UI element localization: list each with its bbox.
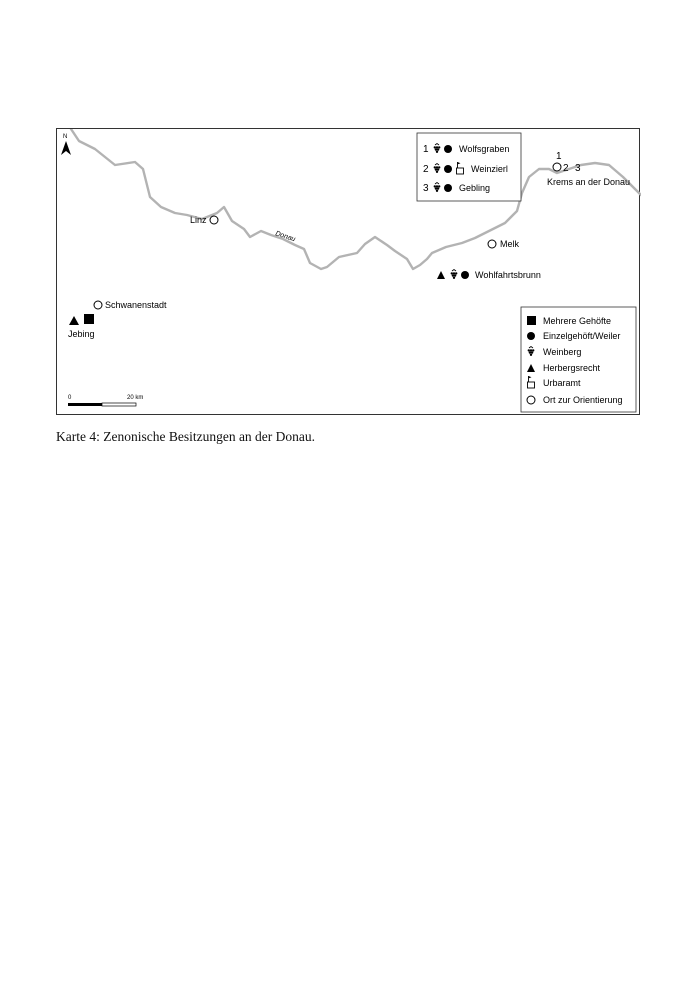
- triangle-icon: [69, 316, 79, 325]
- place-linz: Linz: [190, 215, 207, 225]
- place-schwanenstadt: Schwanenstadt: [105, 300, 167, 310]
- inset-place: Gebling: [459, 183, 491, 193]
- circle-filled-icon: [527, 332, 535, 340]
- scale-bar: [68, 395, 143, 406]
- scale-start: 0: [68, 395, 72, 401]
- square-icon: [84, 314, 94, 324]
- inset-number: 3: [423, 183, 429, 194]
- jebing-marker: [69, 314, 94, 325]
- legend-label: Mehrere Gehöfte: [543, 316, 612, 326]
- circle-open-icon: [94, 301, 102, 309]
- scale-end: 20 km: [127, 395, 144, 401]
- inset-number: 1: [423, 144, 429, 155]
- danube-river: [71, 129, 641, 269]
- square-icon: [527, 316, 536, 325]
- krems-number-3: 3: [575, 163, 581, 174]
- inset-number: 2: [423, 164, 429, 175]
- circle-filled-icon: [461, 271, 469, 279]
- circle-filled-icon: [444, 165, 452, 173]
- krems-number-2: 2: [563, 163, 569, 174]
- place-melk: Melk: [500, 239, 520, 249]
- north-arrow-icon: [61, 141, 71, 155]
- circle-filled-icon: [444, 184, 452, 192]
- north-arrow: [61, 134, 71, 155]
- inset-place: Weinzierl: [471, 164, 508, 174]
- map-frame: [56, 128, 640, 415]
- legend-label: Ort zur Orientierung: [543, 395, 623, 405]
- legend-label: Urbaramt: [543, 378, 581, 388]
- triangle-icon: [437, 271, 445, 279]
- inset-box: [417, 133, 521, 201]
- north-label: N: [63, 134, 68, 140]
- inset-place: Wolfsgraben: [459, 144, 510, 154]
- figure-caption: Karte 4: Zenonische Besitzungen an der Donau.: [56, 429, 316, 444]
- circle-open-icon: [488, 240, 496, 248]
- river-label: Donau: [274, 230, 297, 244]
- wohlfahrtsbrunn-marker: [437, 270, 469, 280]
- map-svg: [57, 129, 641, 416]
- legend-box: [521, 307, 636, 412]
- circle-open-icon: [527, 396, 535, 404]
- circle-filled-icon: [444, 145, 452, 153]
- krems-number-1: 1: [556, 151, 562, 162]
- legend-label: Weinberg: [543, 347, 582, 357]
- legend-label: Einzelgehöft/Weiler: [543, 331, 621, 341]
- place-jebing: Jebing: [68, 329, 95, 339]
- grape-icon: [451, 270, 458, 280]
- circle-open-icon: [553, 163, 561, 171]
- legend-label: Herbergsrecht: [543, 363, 601, 373]
- place-wohlfahrtsbrunn: Wohlfahrtsbrunn: [475, 270, 541, 280]
- place-krems: Krems an der Donau: [547, 177, 631, 187]
- circle-open-icon: [210, 216, 218, 224]
